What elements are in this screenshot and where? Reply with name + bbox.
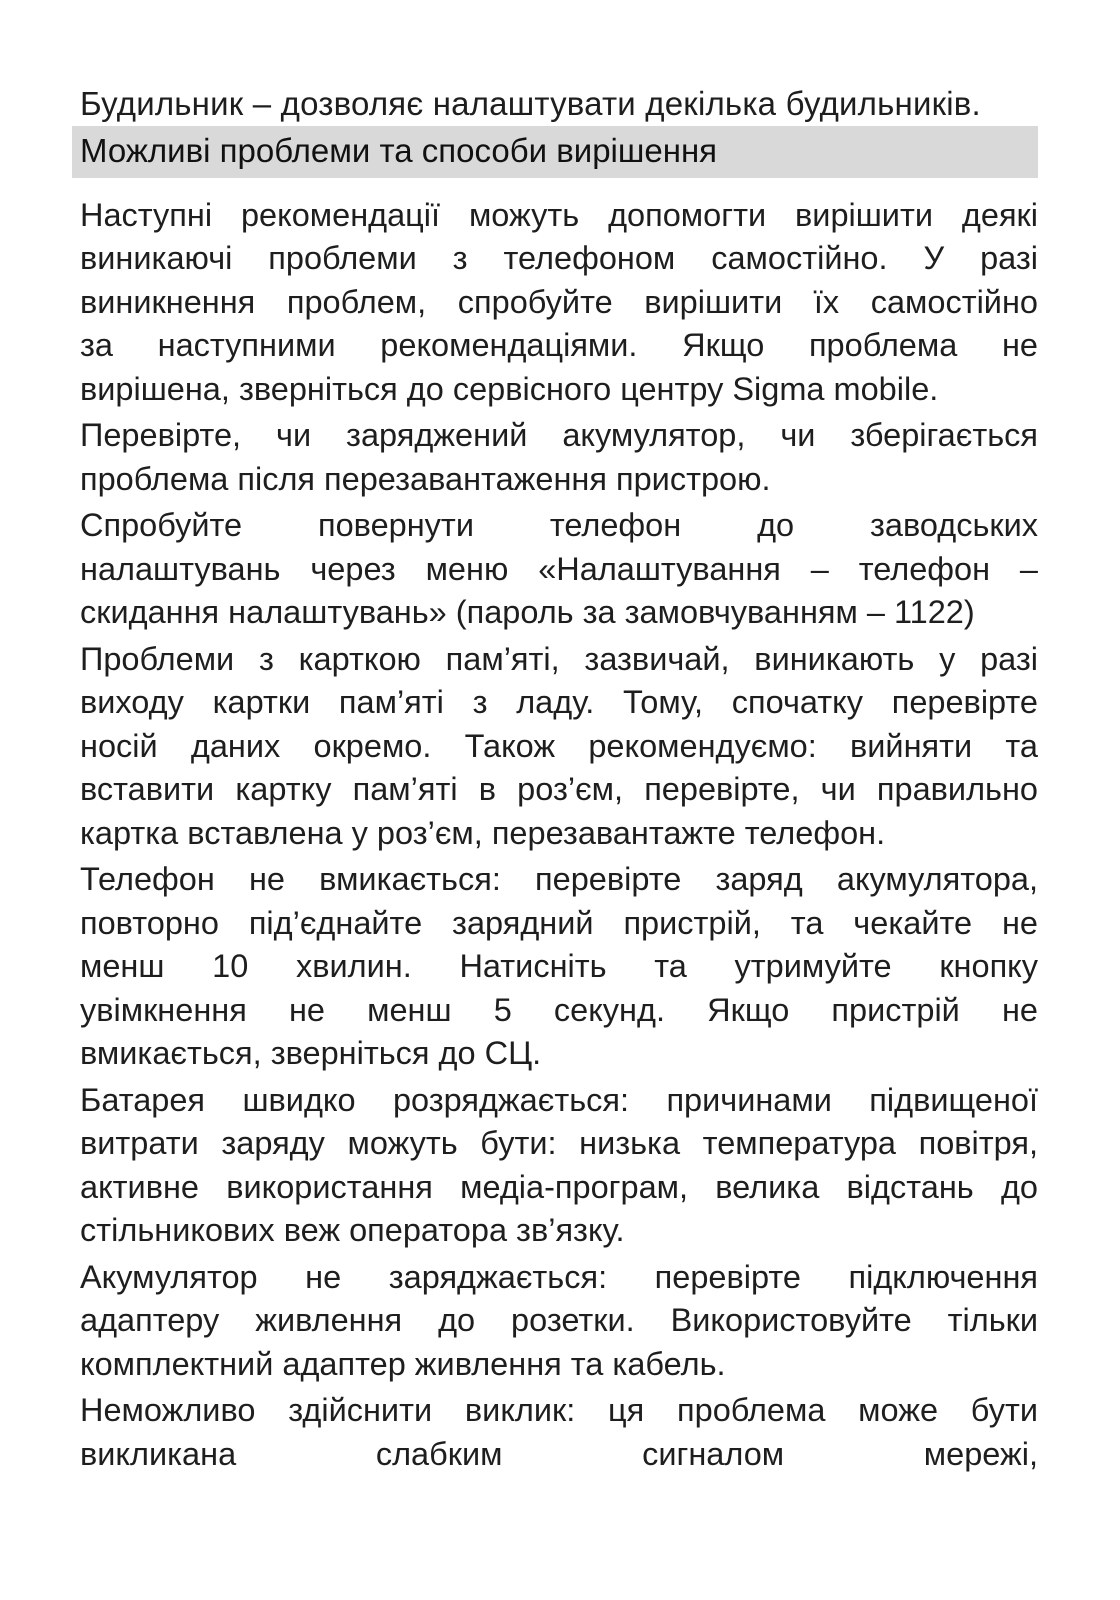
text-line: Батарея швидко розряджається: причинами підвищеної [80,1081,1038,1118]
text-line: виникаючі проблеми з телефоном самостійно. У разі [80,240,1038,276]
paragraph-factory-reset [80,504,1038,635]
paragraph-not-charging [80,1256,1038,1387]
text-line: Перевірте, чи заряджений акумулятор, чи зберігається [80,417,1038,453]
paragraph-phone-not-turning-on [80,858,1038,1076]
text-line: вставити картку пам’яті в роз’єм, перевірте, чи правильно [80,771,1038,807]
text-line: вирішена, зверніться до сервісного центру Sigma mobile. [80,370,939,407]
text-line: Спробуйте повернути телефон до заводських [80,507,1038,543]
text-line: за наступними рекомендаціями. Якщо проблема не [80,327,1038,363]
text-line: виникнення проблем, спробуйте вирішити їх самостійно [80,283,1038,320]
text-line: адаптеру живлення до розетки. Використовуйте тільки [80,1302,1038,1338]
paragraph-memory-card [80,638,1038,856]
text-line: налаштувань через меню «Налаштування – телефон – [80,550,1038,587]
text-line: Наступні рекомендації можуть допомогти вирішити деякі [80,196,1038,233]
text-line: картка вставлена у роз’єм, перезавантажте телефон. [80,814,886,851]
intro-line: Будильник – дозволяє налаштувати декілька будильників. [80,85,981,122]
section-heading: Можливі проблеми та способи вирішення [72,126,1038,178]
text-line: витрати заряду можуть бути: низька температура повітря, [80,1125,1038,1161]
text-line: Проблеми з карткою пам’яті, зазвичай, виникають у разі [80,640,1038,677]
paragraph-cannot-call [80,1389,1038,1476]
text-line: вмикається, зверніться до СЦ. [80,1035,542,1071]
text-line: повторно під’єднайте зарядний пристрій, та чекайте не [80,904,1038,941]
text-line: носій даних окремо. Також рекомендуємо: вийняти та [80,727,1038,764]
text-line: виходу картки пам’яті з ладу. Тому, спочатку перевірте [80,684,1038,720]
paragraph-check-battery [80,414,1038,501]
text-line: викликана слабким сигналом мережі, [80,1435,1038,1472]
text-line: стільникових веж оператора зв’язку. [80,1212,625,1248]
text-line: проблема після перезавантаження пристрою. [80,460,771,497]
text-line: Неможливо здійснити виклик: ця проблема може бути [80,1392,1038,1428]
paragraph-battery-drain [80,1079,1038,1253]
text-line: комплектний адаптер живлення та кабель. [80,1345,726,1382]
text-line: активне використання медіа-програм, велика відстань до [80,1168,1038,1205]
text-line: Телефон не вмикається: перевірте заряд акумулятора, [80,861,1038,897]
text-line: увімкнення не менш 5 секунд. Якщо пристрій не [80,991,1038,1028]
text-line: скидання налаштувань» (пароль за замовчуванням – 1122) [80,594,975,630]
document-page [80,82,1038,1479]
text-line: Акумулятор не заряджається: перевірте підключення [80,1258,1038,1295]
text-line: менш 10 хвилин. Натисніть та утримуйте кнопку [80,948,1038,984]
paragraph-recommendations [80,194,1038,412]
